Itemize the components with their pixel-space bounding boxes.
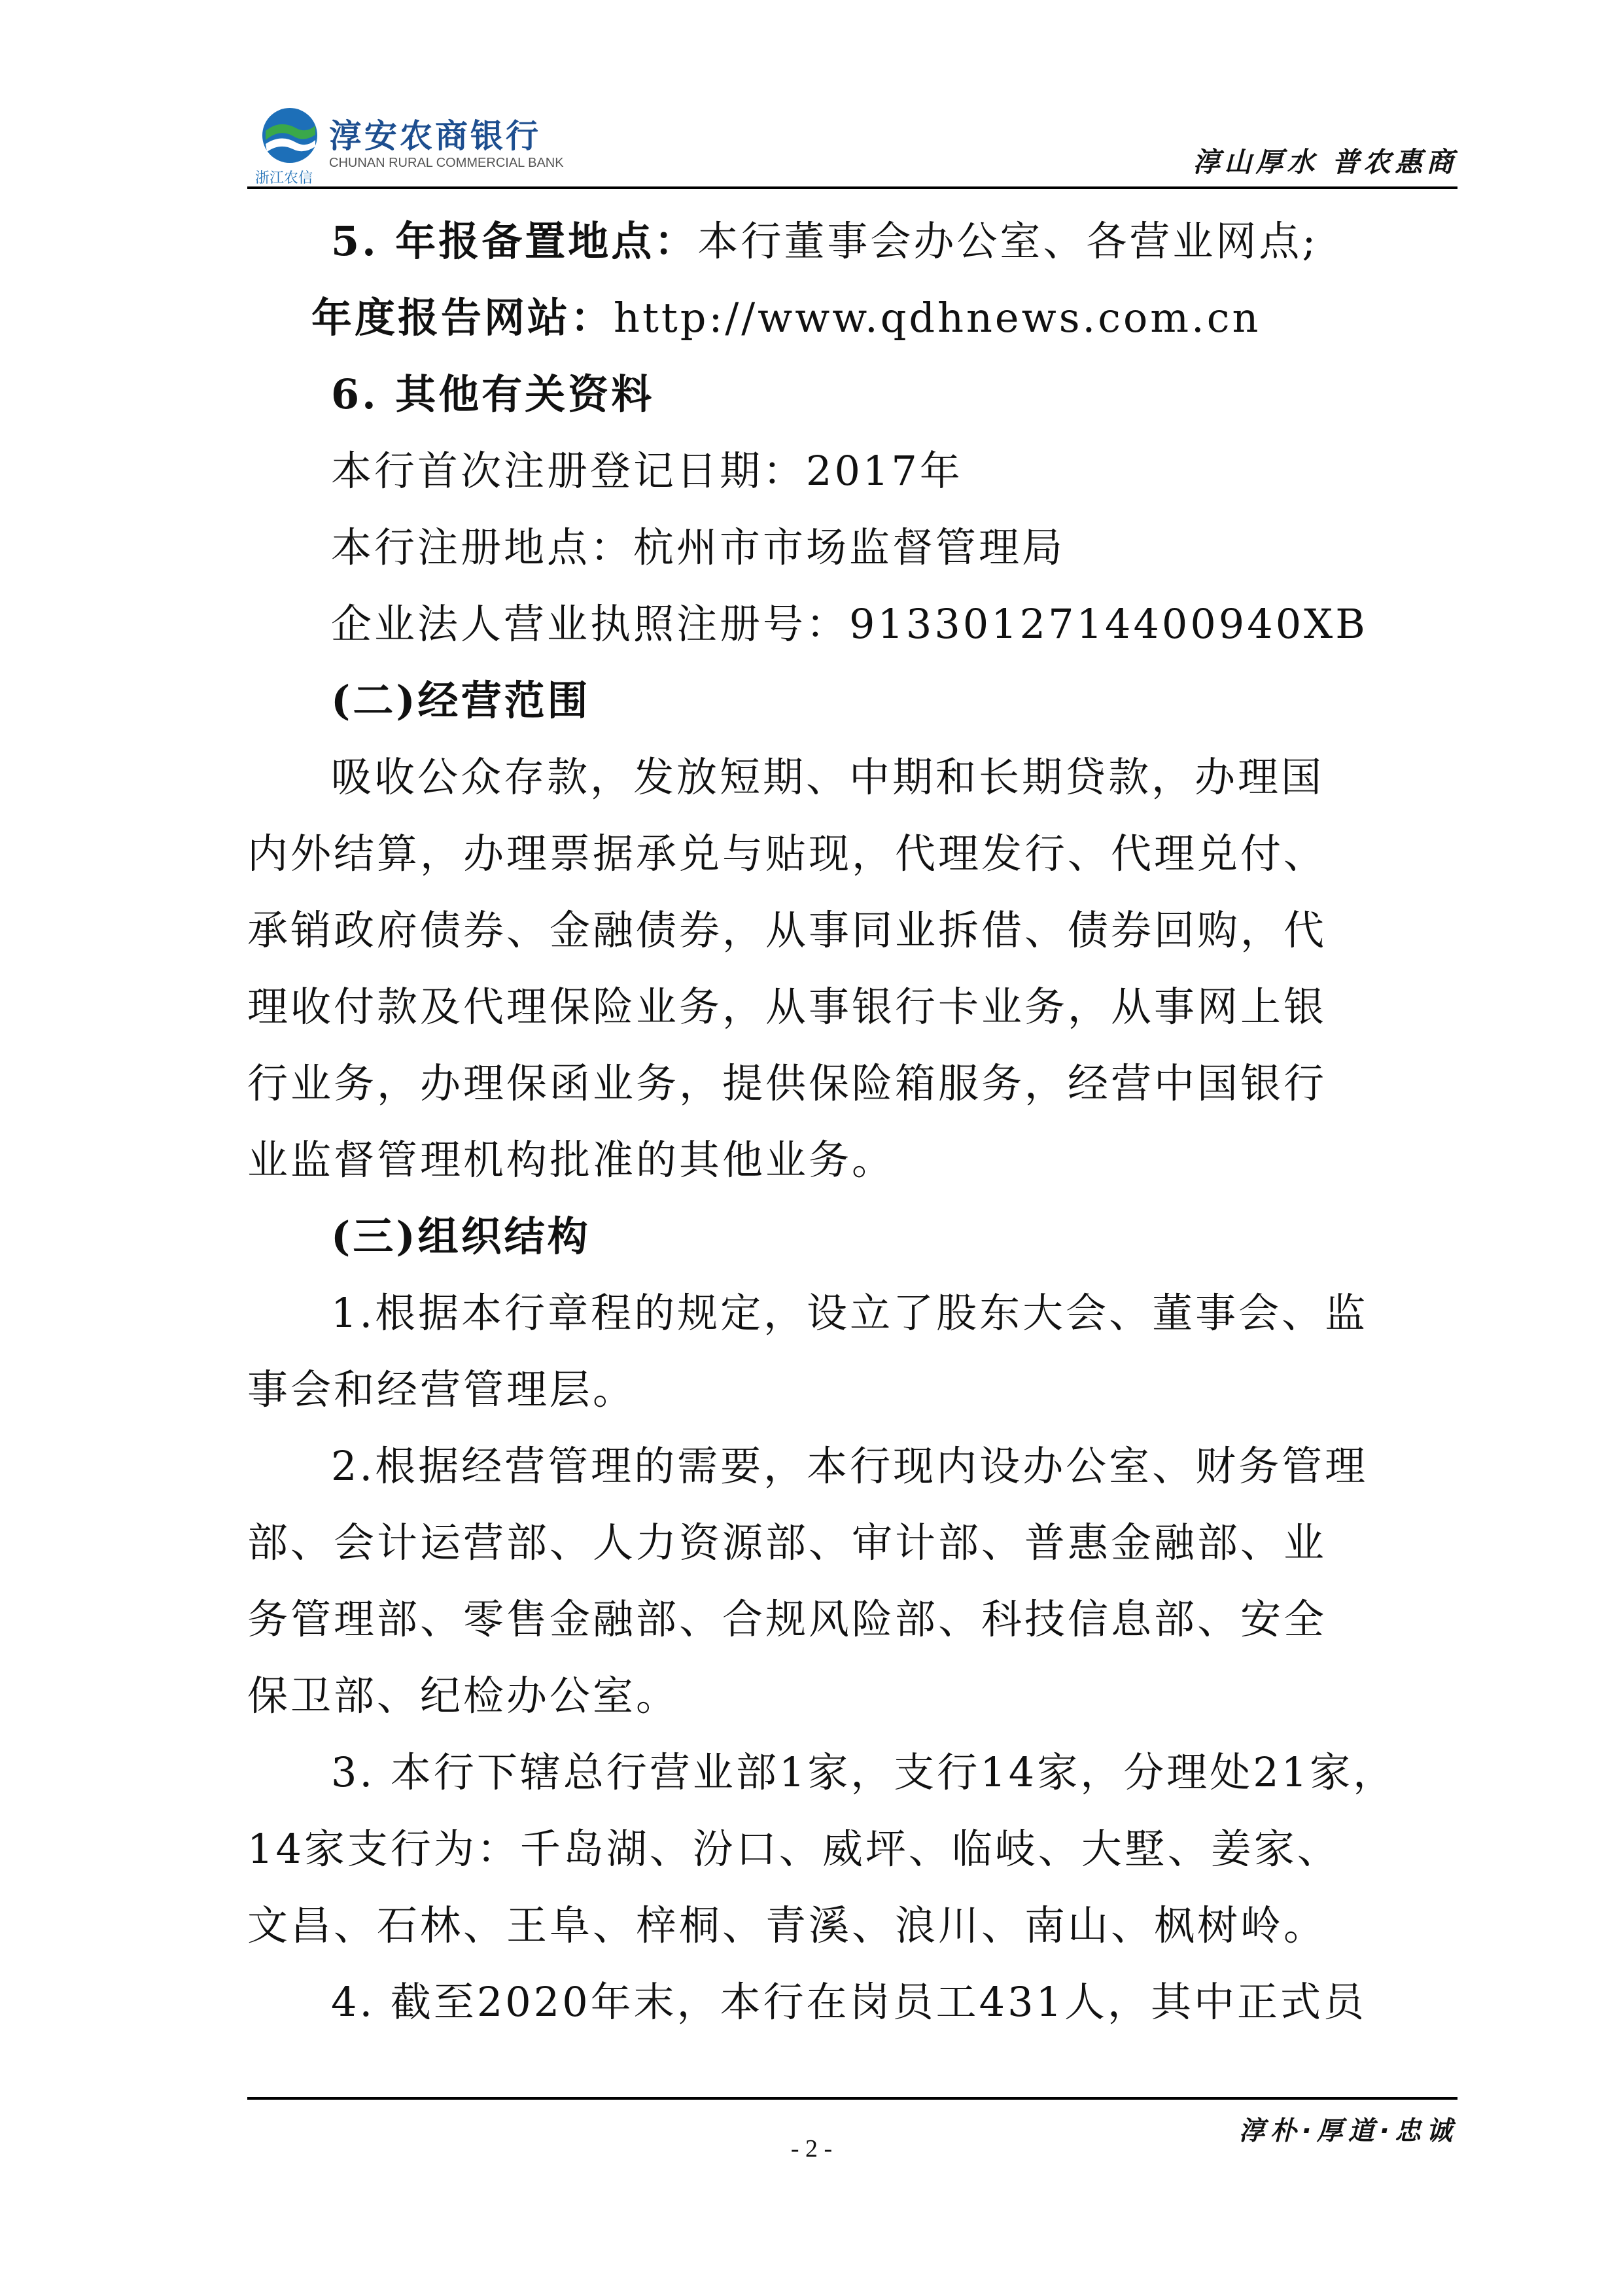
business-scope-heading: (二)经营范围 [331,677,591,724]
license-number: 企业法人营业执照注册号：9133012714400940XB [331,600,1368,648]
bank-logo-icon [260,106,319,165]
page-header [247,98,1457,186]
paragraph-line: 保卫部、纪检办公室。 [247,1672,680,1720]
report-website-label: 年度报告网站： [311,294,614,342]
paragraph-line: 14家支行为：千岛湖、汾口、威坪、临岐、大墅、姜家、 [247,1825,1340,1873]
paragraph-line: 吸收公众存款，发放短期、中期和长期贷款，办理国 [331,753,1325,801]
paragraph-line: 3. 本行下辖总行营业部1家，支行14家，分理处21家， [331,1748,1397,1796]
report-location-label: 5. 年报备置地点： [331,217,698,265]
paragraph-line: 行业务，办理保函业务，提供保险箱服务，经营中国银行 [247,1059,1327,1107]
header-divider [247,186,1457,189]
paragraph-line: 务管理部、零售金融部、合规风险部、科技信息部、安全 [247,1595,1327,1643]
paragraph-line: 内外结算，办理票据承兑与贴现，代理发行、代理兑付、 [247,830,1327,877]
report-location-line [247,203,1457,279]
registration-place: 本行注册地点：杭州市市场监督管理局 [331,523,1066,571]
paragraph-line: 承销政府债券、金融债券，从事同业拆借、债券回购，代 [247,906,1327,954]
report-location-value: 本行董事会办公室、各营业网点; [697,217,1319,265]
header-slogan: 淳山厚水 普农惠商 [1193,146,1457,178]
paragraph-line: 事会和经营管理层。 [247,1366,637,1413]
paragraph-line: 业监督管理机构批准的其他业务。 [247,1136,896,1184]
bank-name: 淳安农商银行 [329,117,541,155]
section-heading: 6. 其他有关资料 [331,370,655,418]
report-website-value: http://www.qdhnews.com.cn [614,294,1261,342]
org-structure-heading: (三)组织结构 [331,1212,591,1260]
paragraph-line: 部、会计运营部、人力资源部、审计部、普惠金融部、业 [247,1519,1327,1566]
paragraph-line: 2.根据经营管理的需要，本行现内设办公室、财务管理 [331,1442,1369,1490]
logo-subtitle: 浙江农信 [255,170,313,186]
paragraph-line: 理收付款及代理保险业务，从事银行卡业务，从事网上银 [247,983,1327,1031]
page-number: - 2 - [790,2135,833,2163]
paragraph-line: 4. 截至2020年末，本行在岗员工431人，其中正式员 [331,1978,1367,2026]
paragraph-line: 文昌、石林、王阜、梓桐、青溪、浪川、南山、枫树岭。 [247,1901,1327,1949]
footer-slogan: 淳朴·厚道·忠诚 [1238,2116,1457,2146]
document-body [247,203,1457,2040]
registration-date: 本行首次注册登记日期：2017年 [331,447,963,495]
footer-divider [247,2097,1457,2100]
paragraph-line: 1.根据本行章程的规定，设立了股东大会、董事会、监 [331,1289,1369,1337]
bank-name-english: CHUNAN RURAL COMMERCIAL BANK [329,156,564,170]
report-website-line [247,279,1457,356]
